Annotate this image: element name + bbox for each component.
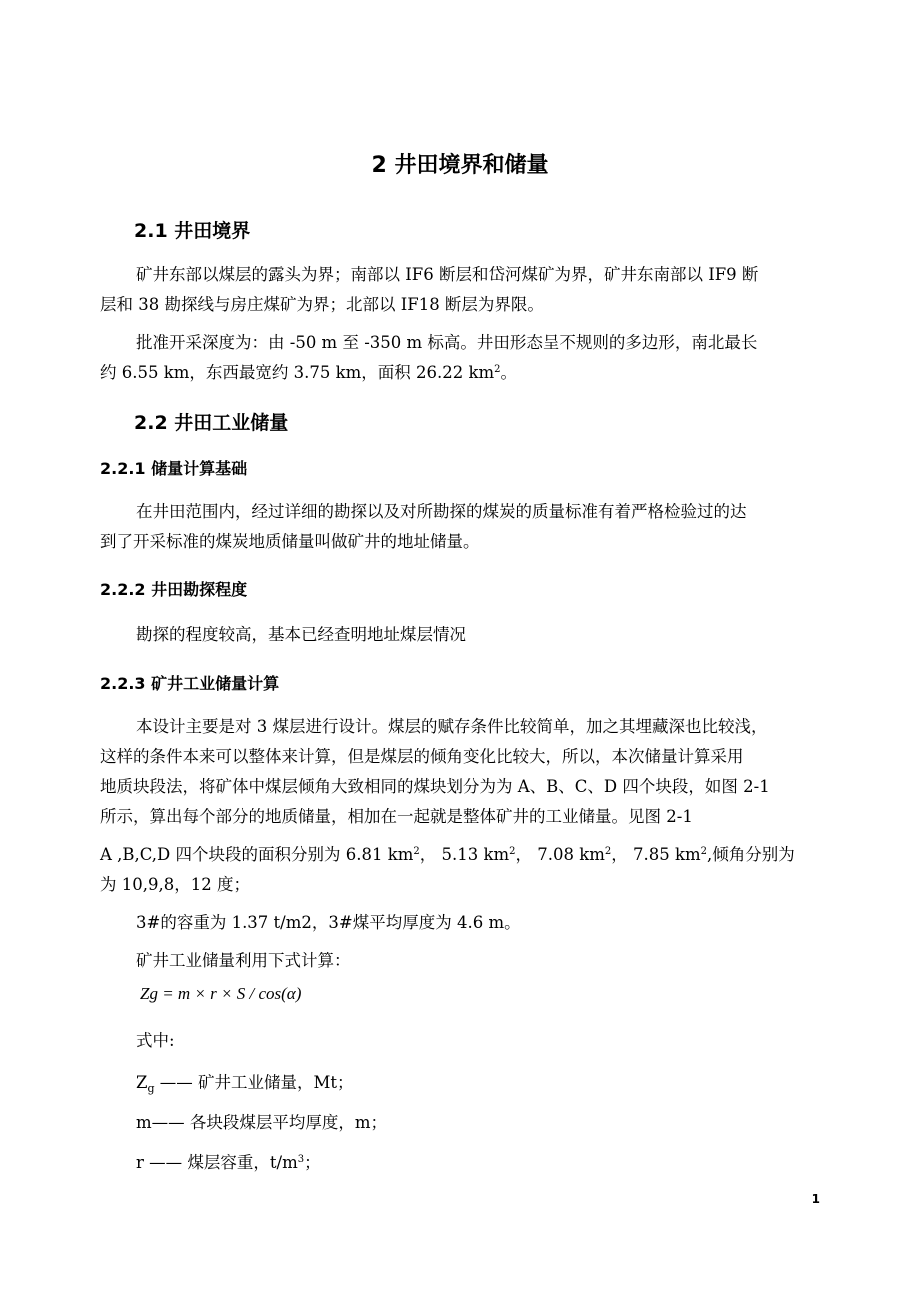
- where-label: 式中:: [136, 1031, 175, 1050]
- paragraph-basis-line-1: 在井田范围内，经过详细的勘探以及对所勘探的煤炭的质量标准有着严格检验过的达: [136, 502, 747, 521]
- section-heading-2-1: 2.1 井田境界: [134, 220, 251, 242]
- paragraph-calc-line-3: 地质块段法，将矿体中煤层倾角大致相同的煤块划分为为 A、B、C、D 四个块段，如图 2-1: [100, 777, 770, 796]
- subsection-heading-2-2-3: 2.2.3 矿井工业储量计算: [100, 674, 280, 693]
- subsection-heading-2-2-1: 2.2.1 储量计算基础: [100, 459, 248, 478]
- paragraph-density: 3#的容重为 1.37 t/m2，3#煤平均厚度为 4.6 m。: [136, 913, 521, 932]
- paragraph-calc-line-4: 所示，算出每个部分的地质储量，相加在一起就是整体矿井的工业储量。见图 2-1: [100, 807, 693, 826]
- reserve-formula: Zg = m × r × S / cos(α): [140, 984, 302, 1003]
- paragraph-calc-line-2: 这样的条件本来可以整体来计算，但是煤层的倾角变化比较大，所以，本次储量计算采用: [100, 747, 744, 766]
- paragraph-areas-line-1: A ,B,C,D 四个块段的面积分别为 6.81 $km^2$， 5.13 $km^2$， 7.08 $km^2$， 7.85 $km^2$,倾角分别为: [100, 845, 795, 864]
- paragraph-boundary-line-2: 层和 38 勘探线与房庄煤矿为界；北部以 IF18 断层为界限。: [100, 295, 544, 314]
- chapter-title: 2 井田境界和储量: [371, 153, 549, 178]
- paragraph-calc-line-1: 本设计主要是对 3 煤层进行设计。煤层的赋存条件比较简单，加之其埋藏深也比较浅，: [136, 717, 768, 736]
- definition-r: r —— 煤层容重，$t/m^3$；: [136, 1153, 321, 1172]
- paragraph-depth-line-1: 批准开采深度为：由 -50 m 至 -350 m 标高。井田形态呈不规则的多边形，南北最长: [136, 333, 758, 352]
- section-heading-2-2: 2.2 井田工业储量: [134, 412, 289, 434]
- paragraph-depth-line-2: 约 6.55 km，东西最宽约 3.75 km，面积 26.22 $km^2$。: [100, 363, 517, 382]
- paragraph-areas-line-2: 为 10,9,8，12 度；: [100, 875, 250, 894]
- definition-zg: $Z_g$ —— 矿井工业储量，Mt；: [136, 1073, 354, 1095]
- subsection-heading-2-2-2: 2.2.2 井田勘探程度: [100, 580, 248, 599]
- paragraph-boundary-line-1: 矿井东部以煤层的露头为界；南部以 IF6 断层和岱河煤矿为界，矿井东南部以 IF9 断: [136, 265, 759, 284]
- paragraph-exploration: 勘探的程度较高，基本已经查明地址煤层情况: [136, 625, 466, 644]
- formula-intro: 矿井工业储量利用下式计算：: [136, 951, 351, 970]
- paragraph-basis-line-2: 到了开采标准的煤炭地质储量叫做矿井的地址储量。: [100, 532, 480, 551]
- definition-m: m—— 各块段煤层平均厚度，m；: [136, 1113, 388, 1132]
- page-number: 1: [811, 1192, 820, 1206]
